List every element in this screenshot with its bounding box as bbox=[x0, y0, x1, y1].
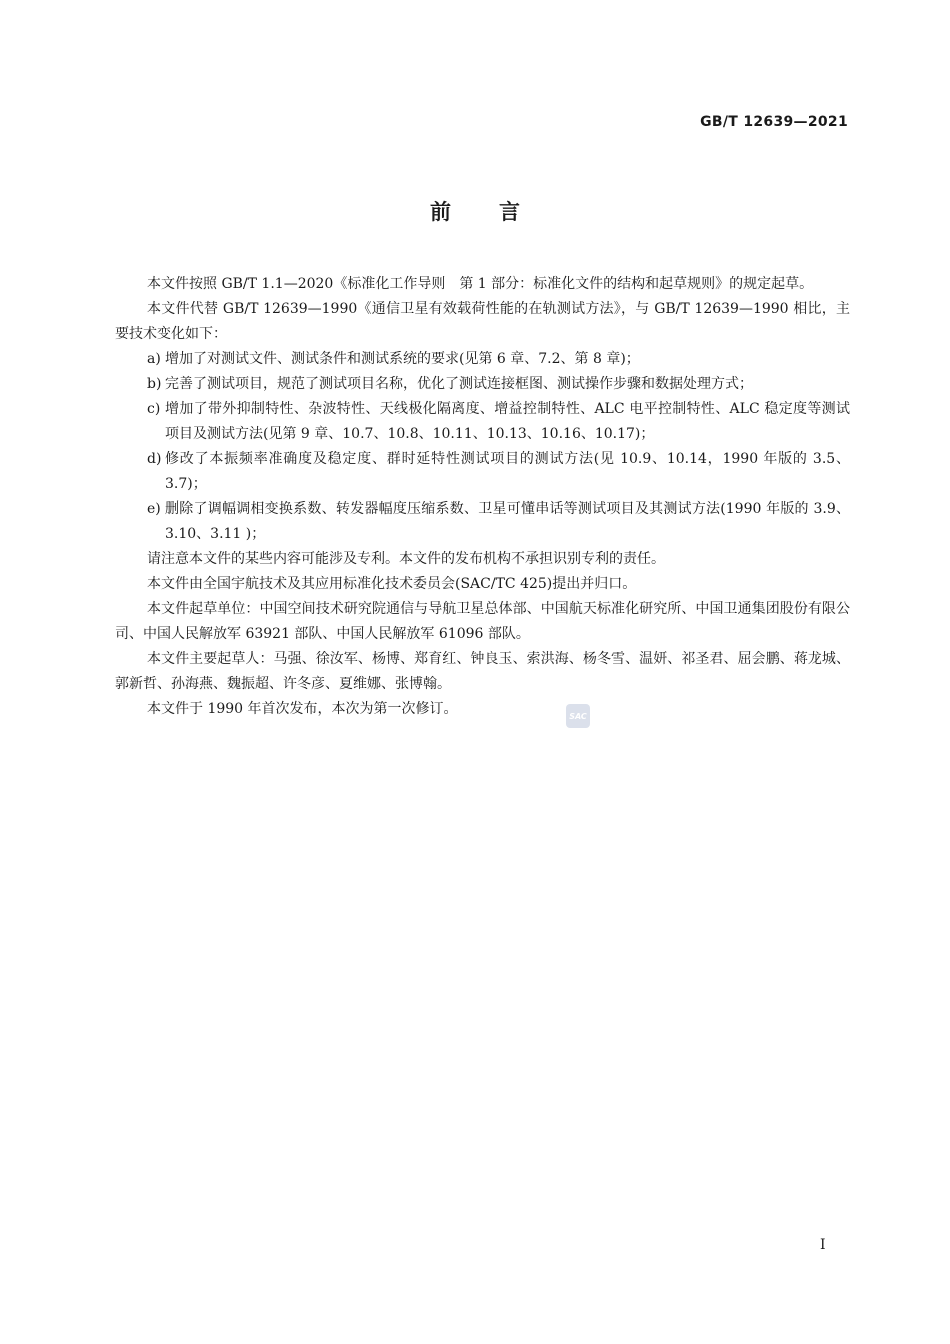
list-item-text: 完善了测试项目，规范了测试项目名称，优化了测试连接框图、测试操作步骤和数据处理方式； bbox=[165, 376, 753, 392]
list-item-text: 增加了带外抑制特性、杂波特性、天线极化隔离度、增益控制特性、ALC 电平控制特性、ALC 稳定度等测试项目及测试方法(见第 9 章、10.7、10.8、10.11、10.13、10.16、10.17)； bbox=[165, 401, 850, 442]
list-item-text: 删除了调幅调相变换系数、转发器幅度压缩系数、卫星可懂串话等测试项目及其测试方法(1990 年版的 3.9、3.10、3.11 )； bbox=[165, 501, 850, 542]
list-item bbox=[115, 497, 850, 547]
standard-code: GB/T 12639—2021 bbox=[700, 114, 848, 130]
list-item-text: 修改了本振频率准确度及稳定度、群时延特性测试项目的测试方法(见 10.9、10.14，1990 年版的 3.5、3.7)； bbox=[165, 451, 850, 492]
list-marker: c) bbox=[147, 401, 161, 417]
changes-list bbox=[115, 347, 850, 547]
page-number: I bbox=[820, 1237, 826, 1253]
paragraph-replaces: 本文件代替 GB/T 12639—1990《通信卫星有效载荷性能的在轨测试方法》，与 GB/T 12639—1990 相比，主要技术变化如下： bbox=[115, 301, 850, 342]
paragraph-drafters: 本文件主要起草人：马强、徐汝军、杨博、郑育红、钟良玉、索洪海、杨冬雪、温妍、祁圣君、屈会鹏、蒋龙城、郭新哲、孙海燕、魏振超、许冬彦、夏维娜、张博翰。 bbox=[115, 651, 850, 692]
list-item bbox=[115, 447, 850, 497]
list-marker: a) bbox=[147, 351, 161, 367]
list-item bbox=[115, 397, 850, 447]
paragraph-drafting-units: 本文件起草单位：中国空间技术研究院通信与导航卫星总体部、中国航天标准化研究所、中国卫通集团股份有限公司、中国人民解放军 63921 部队、中国人民解放军 61096 部队。 bbox=[115, 601, 850, 642]
list-item-text: 增加了对测试文件、测试条件和测试系统的要求(见第 6 章、7.2、第 8 章)； bbox=[165, 351, 640, 367]
paragraph-patent-notice: 请注意本文件的某些内容可能涉及专利。本文件的发布机构不承担识别专利的责任。 bbox=[147, 551, 665, 567]
sac-watermark-logo: SAC bbox=[566, 704, 590, 728]
document-body bbox=[115, 272, 850, 722]
list-marker: e) bbox=[147, 501, 161, 517]
list-marker: b) bbox=[147, 376, 162, 392]
paragraph-publication-history: 本文件于 1990 年首次发布，本次为第一次修订。 bbox=[147, 701, 458, 717]
paragraph-drafting-rules: 本文件按照 GB/T 1.1—2020《标准化工作导则 第 1 部分：标准化文件的结构和起草规则》的规定起草。 bbox=[147, 276, 814, 292]
list-item bbox=[115, 347, 850, 372]
list-item bbox=[115, 372, 850, 397]
paragraph-committee: 本文件由全国宇航技术及其应用标准化技术委员会(SAC/TC 425)提出并归口。 bbox=[147, 576, 637, 592]
page-title: 前言 bbox=[430, 200, 568, 224]
list-marker: d) bbox=[147, 451, 162, 467]
